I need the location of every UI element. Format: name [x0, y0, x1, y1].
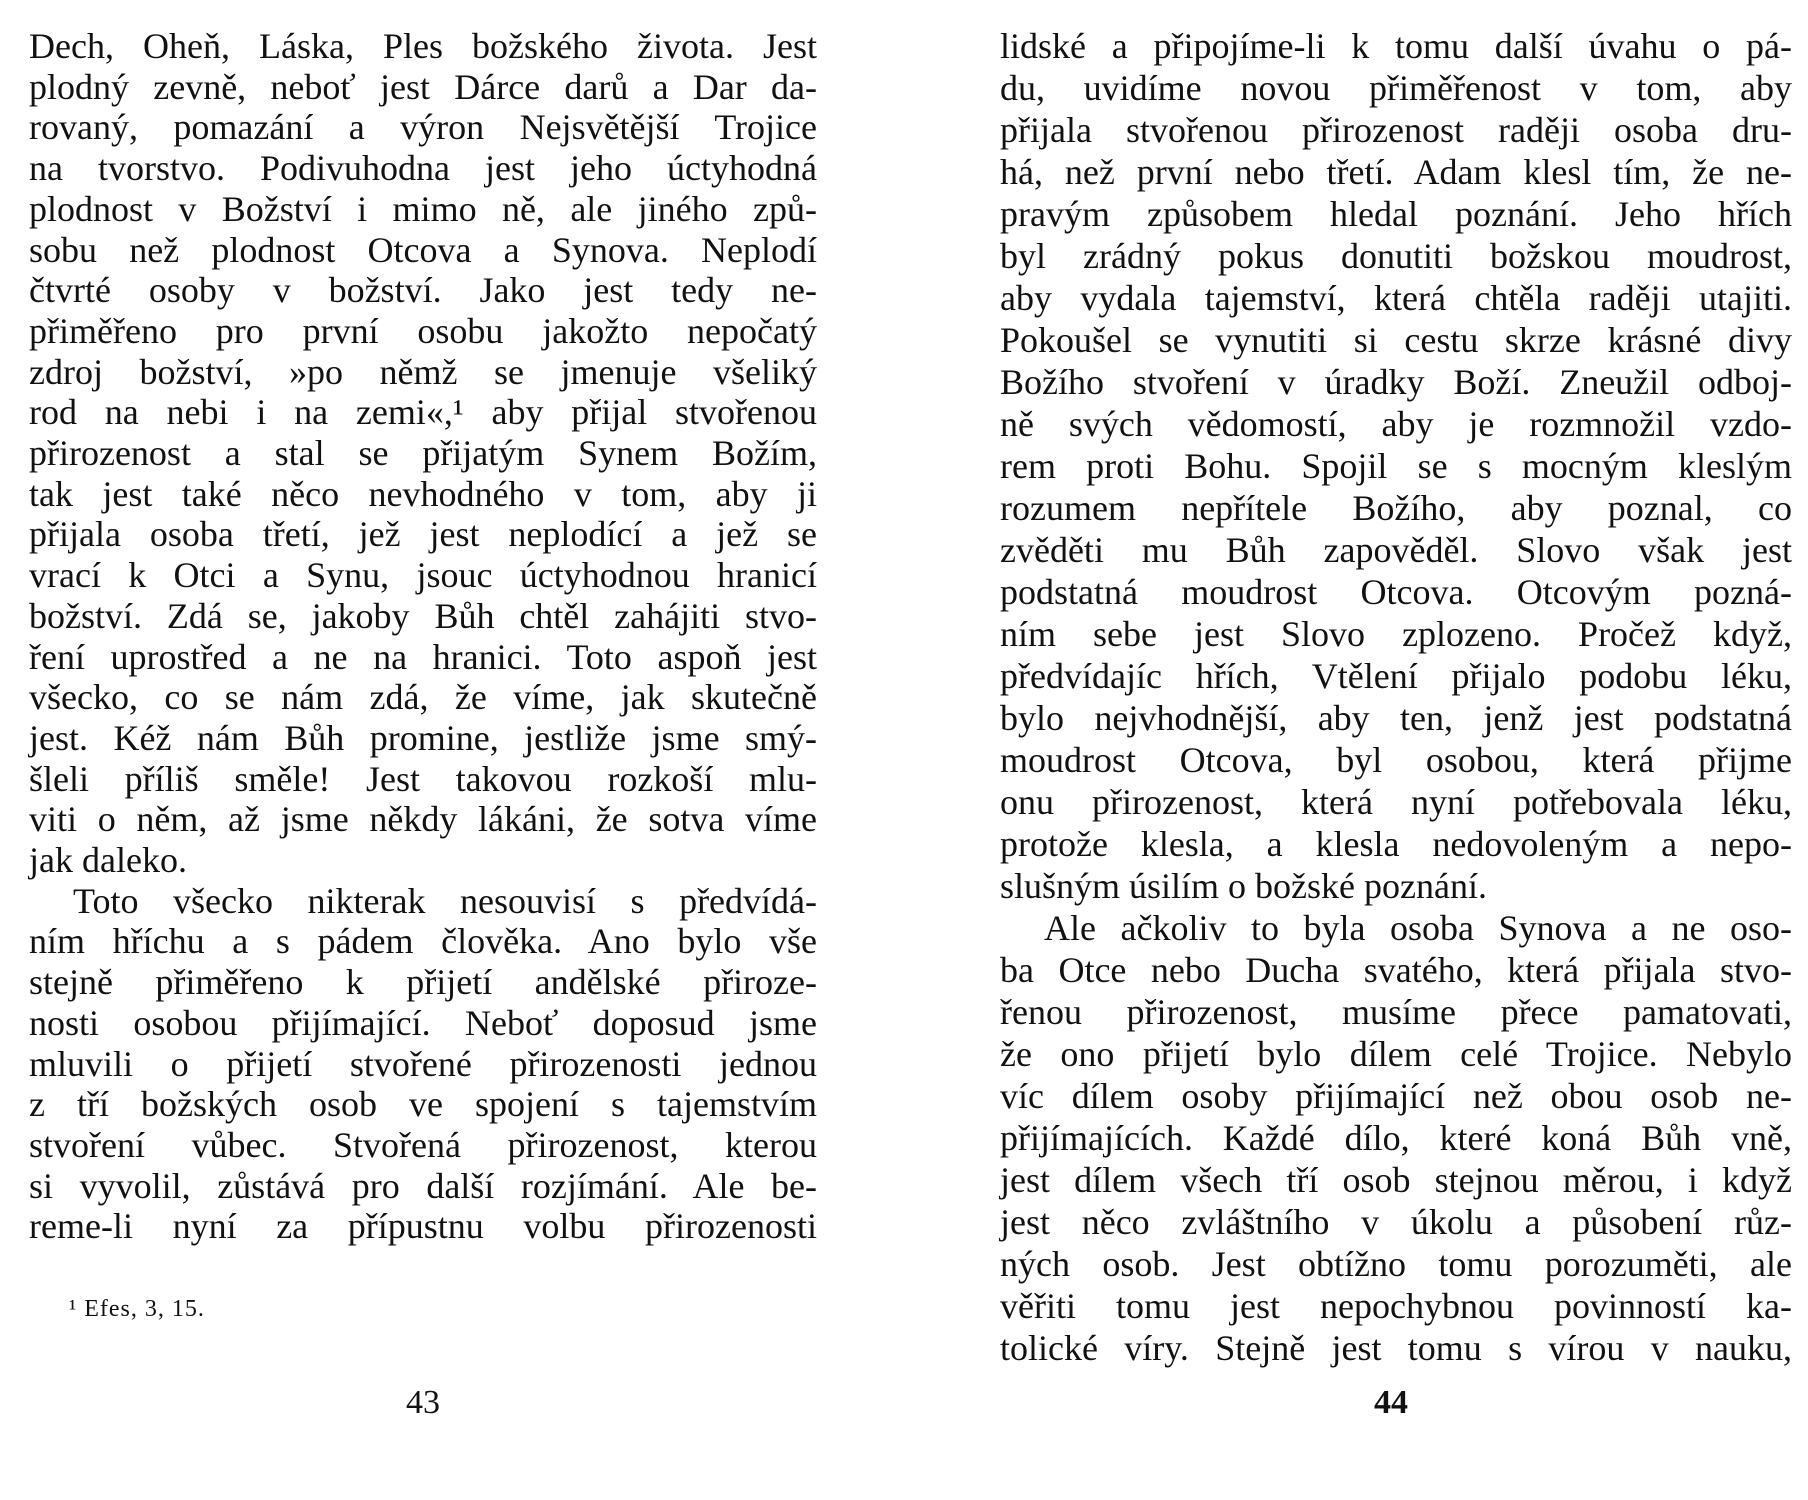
- text-line: aby vydala tajemství, která chtěla raději utajiti.: [1000, 278, 1792, 318]
- text-line: pravým způsobem hledal poznání. Jeho hřích: [1000, 194, 1792, 234]
- text-line: moudrost Otcova, byl osobou, která přijme: [1000, 740, 1792, 780]
- text-line: stvoření vůbec. Stvořená přirozenost, kterou: [29, 1124, 817, 1165]
- text-line: na tvorstvo. Podivuhodna jest jeho úctyhodná: [29, 148, 817, 189]
- text-line: stejně přiměřeno k přijetí andělské přiroze-: [29, 962, 817, 1003]
- text-line: šleli příliš směle! Jest takovou rozkoší mlu-: [29, 758, 817, 799]
- text-line: ření uprostřed a ne na hranici. Toto aspoň jest: [29, 636, 817, 677]
- text-line: přijala stvořenou přirozenost raději osoba dru-: [1000, 110, 1792, 150]
- page-number-left: 43: [406, 1384, 440, 1421]
- text-line: předvídajíc hřích, Vtělení přijalo podobu léku,: [1000, 656, 1792, 696]
- text-line: rem proti Bohu. Spojil se s mocným kleslým: [1000, 446, 1792, 486]
- text-line: zdroj božství, »po němž se jmenuje všeliký: [29, 351, 817, 392]
- page-number-right: 44: [1374, 1384, 1408, 1421]
- text-line: jest. Kéž nám Bůh promine, jestliže jsme smý-: [29, 717, 817, 758]
- text-line: há, než první nebo třetí. Adam klesl tím, že ne-: [1000, 152, 1792, 192]
- text-line: nosti osobou přijímající. Neboť doposud jsme: [29, 1002, 817, 1043]
- text-line: přirozenost a stal se přijatým Synem Božím,: [29, 433, 817, 473]
- text-line: přijala osoba třetí, jež jest neplodící a jež se: [29, 514, 817, 555]
- text-line: ně svých vědomostí, aby je rozmnožil vzdo-: [1000, 404, 1792, 444]
- text-line: rod na nebi i na zemi«,¹ aby přijal stvořenou: [29, 392, 817, 433]
- text-line: božství. Zdá se, jakoby Bůh chtěl zahájiti stvo-: [29, 595, 817, 636]
- text-line: z tří božských osob ve spojení s tajemstvím: [29, 1084, 817, 1125]
- text-line: přiměřeno pro první osobu jakožto nepočatý: [29, 310, 817, 351]
- text-line: ba Otce nebo Ducha svatého, která přijala stvo-: [1000, 950, 1792, 990]
- text-line: protože klesla, a klesla nedovoleným a nepo-: [1000, 824, 1792, 864]
- text-line: Ale ačkoliv to byla osoba Synova a ne oso-: [1044, 908, 1792, 948]
- text-line: lidské a připojíme-li k tomu další úvahu o pá-: [1000, 26, 1792, 66]
- text-line: jak daleko.: [29, 840, 187, 880]
- text-line: bylo nejvhodnější, aby ten, jenž jest podstatná: [1000, 698, 1792, 738]
- text-line: ných osob. Jest obtížno tomu porozuměti, ale: [1000, 1244, 1792, 1284]
- text-line: všecko, co se nám zdá, že víme, jak skutečně: [29, 677, 817, 718]
- text-line: jest dílem všech tří osob stejnou měrou, i když: [1000, 1160, 1792, 1200]
- text-line: byl zrádný pokus donutiti božskou moudrost,: [1000, 236, 1792, 276]
- text-line: čtvrté osoby v božství. Jako jest tedy ne-: [29, 270, 817, 311]
- text-line: věřiti tomu jest nepochybnou povinností ka-: [1000, 1286, 1792, 1326]
- text-line: že ono přijetí bylo dílem celé Trojice. Nebylo: [1000, 1034, 1792, 1074]
- text-line: Toto všecko nikterak nesouvisí s předvídá-: [73, 880, 817, 921]
- text-line: přijímajících. Každé dílo, které koná Bůh vně,: [1000, 1118, 1792, 1158]
- text-line: plodný zevně, neboť jest Dárce darů a Dar da-: [29, 66, 817, 107]
- text-line: Božího stvoření v úradky Boží. Zneužil odboj-: [1000, 362, 1792, 402]
- text-line: slušným úsilím o božské poznání.: [1000, 866, 1487, 906]
- text-line: rovaný, pomazání a výron Nejsvětější Trojice: [29, 107, 817, 148]
- text-line: si vyvolil, zůstává pro další rozjímání. Ale be-: [29, 1165, 817, 1206]
- text-line: tak jest také něco nevhodného v tom, aby ji: [29, 473, 817, 514]
- text-line: Pokoušel se vynutiti si cestu skrze krásné divy: [1000, 320, 1792, 360]
- text-line: zvěděti mu Bůh zapověděl. Slovo však jest: [1000, 530, 1792, 570]
- text-line: mluvili o přijetí stvořené přirozenosti jednou: [29, 1043, 817, 1084]
- text-line: plodnost v Božství i mimo ně, ale jiného způ-: [29, 188, 817, 229]
- footnote: ¹ Efes, 3, 15.: [69, 1296, 205, 1322]
- text-line: ním sebe jest Slovo zplozeno. Pročež když,: [1000, 614, 1792, 654]
- left-page: [29, 0, 817, 1500]
- text-line: tolické víry. Stejně jest tomu s vírou v nauku,: [1000, 1328, 1792, 1368]
- text-line: onu přirozenost, která nyní potřebovala léku,: [1000, 782, 1792, 822]
- text-line: jest něco zvláštního v úkolu a působení růz-: [1000, 1202, 1792, 1242]
- right-page: [1000, 0, 1792, 1500]
- text-line: sobu než plodnost Otcova a Synova. Neplodí: [29, 229, 817, 270]
- text-line: du, uvidíme novou přiměřenost v tom, aby: [1000, 68, 1792, 108]
- text-line: rozumem nepřítele Božího, aby poznal, co: [1000, 488, 1792, 528]
- text-line: Dech, Oheň, Láska, Ples božského života. Jest: [29, 26, 817, 66]
- text-line: ním hříchu a s pádem člověka. Ano bylo vše: [29, 921, 817, 962]
- text-line: viti o něm, až jsme někdy lákáni, že sotva víme: [29, 799, 817, 840]
- text-line: podstatná moudrost Otcova. Otcovým pozná-: [1000, 572, 1792, 612]
- text-line: vrací k Otci a Synu, jsouc úctyhodnou hranicí: [29, 555, 817, 596]
- text-line: řenou přirozenost, musíme přece pamatovati,: [1000, 992, 1792, 1032]
- text-line: reme-li nyní za přípustnu volbu přirozenosti: [29, 1206, 817, 1247]
- text-line: víc dílem osoby přijímající než obou osob ne-: [1000, 1076, 1792, 1116]
